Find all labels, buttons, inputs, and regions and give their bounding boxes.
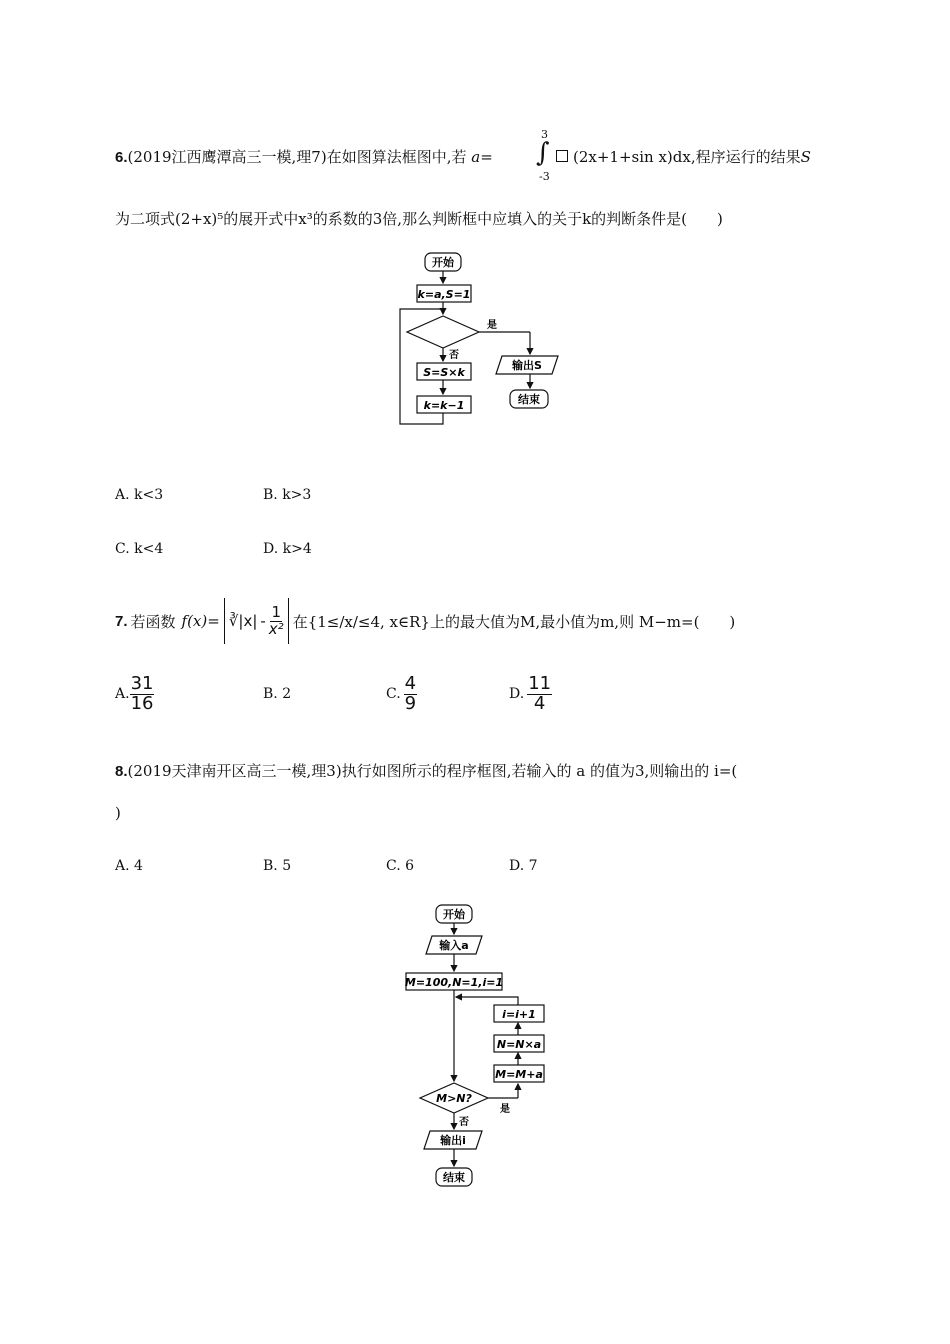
q8-fc-input: 输入a bbox=[439, 939, 469, 952]
q7-option-c-frac bbox=[404, 675, 417, 714]
q6-source: (2019江西鹰潭高三一模,理7)在如图算法框图中,若 bbox=[127, 148, 467, 166]
q7-abs-expr bbox=[224, 598, 289, 644]
q8-option-c: C. 6 bbox=[386, 858, 415, 874]
q8-option-a: A. 4 bbox=[115, 858, 143, 874]
q7-option-d-label: D. bbox=[509, 686, 525, 703]
q8-number: 8. bbox=[115, 763, 128, 780]
q7-number: 7. bbox=[115, 612, 128, 630]
q8-fc-b2: N=N×a bbox=[496, 1038, 542, 1051]
q8-fc-b3: i=i+1 bbox=[502, 1008, 536, 1021]
q6-flowchart bbox=[390, 248, 570, 430]
q8-line2: ) bbox=[115, 804, 121, 822]
q8-text: (2019天津南开区高三一模,理3)执行如图所示的程序框图,若输入的 a 的值为3,则输出的 i=( bbox=[127, 762, 738, 780]
q7-option-b: B. 2 bbox=[263, 686, 292, 702]
q7-option-d bbox=[509, 675, 552, 714]
q7-a-num: 31 bbox=[130, 673, 154, 694]
q8-option-b: B. 5 bbox=[263, 858, 292, 874]
q6-line1: 6.(2019江西鹰潭高三一模,理7)在如图算法框图中,若 a= bbox=[115, 148, 493, 166]
q7-option-a-frac bbox=[130, 675, 155, 714]
q7-text-a: 若函数 bbox=[130, 612, 176, 631]
q6-fc-output: 输出S bbox=[512, 359, 542, 372]
q7-d-num: 11 bbox=[528, 673, 552, 694]
q6-integrand bbox=[573, 146, 811, 167]
q7-option-a-label: A. bbox=[115, 686, 130, 703]
q6-fc-no: 否 bbox=[449, 350, 459, 361]
q6-fc-init: k=a,S=1 bbox=[417, 288, 471, 301]
q7-option-c-label: C. bbox=[386, 686, 401, 703]
q6-option-d: D. k>4 bbox=[263, 541, 312, 557]
q6-number: 6. bbox=[115, 149, 128, 166]
q6-fc-body1: S=S×k bbox=[423, 366, 465, 379]
q8-fc-yes: 是 bbox=[500, 1104, 510, 1115]
q8-flowchart bbox=[400, 900, 560, 1195]
q6-placeholder-box bbox=[556, 150, 568, 162]
q8-fc-end: 结束 bbox=[443, 1171, 465, 1184]
q6-integral-upper: 3 bbox=[541, 128, 548, 141]
q6-fc-body2: k=k−1 bbox=[423, 399, 465, 412]
q8-fc-init: M=100,N=1,i=1 bbox=[404, 976, 504, 989]
q7-option-a bbox=[115, 675, 154, 714]
q6-S-var: S bbox=[800, 148, 811, 166]
q8-fc-b1: M=M+a bbox=[495, 1068, 543, 1081]
q7-frac-den: x² bbox=[268, 619, 284, 638]
q6-option-a: A. k<3 bbox=[115, 487, 164, 503]
q6-option-c: C. k<4 bbox=[115, 541, 164, 557]
q7-cuberoot: ∛|x| bbox=[228, 612, 258, 630]
q7-minus: - bbox=[260, 612, 266, 630]
q8-line1 bbox=[115, 760, 737, 781]
q6-fc-end: 结束 bbox=[518, 393, 540, 406]
q7-fx: f(x)= bbox=[181, 612, 220, 630]
q8-fc-output: 输出i bbox=[440, 1134, 466, 1147]
q6-fc-yes: 是 bbox=[487, 320, 497, 331]
q8-fc-no: 否 bbox=[459, 1117, 469, 1128]
q8-fc-start: 开始 bbox=[443, 908, 465, 921]
q6-fc-start: 开始 bbox=[432, 256, 454, 269]
q6-line2: 为二项式(2+x)⁵的展开式中x³的系数的3倍,那么判断框中应填入的关于k的判断条件是( ) bbox=[115, 210, 723, 228]
q7-line bbox=[115, 598, 735, 644]
q6-integrand-text: (2x+1+sin x)dx,程序运行的结果 bbox=[573, 148, 801, 166]
q7-option-c bbox=[386, 675, 417, 714]
q7-c-num: 4 bbox=[404, 673, 417, 694]
q7-option-d-frac bbox=[527, 675, 552, 714]
q6-integral-lower: -3 bbox=[539, 170, 550, 183]
q7-d-den: 4 bbox=[533, 692, 546, 714]
q6-integral-sign: ∫ bbox=[536, 138, 550, 168]
q8-fc-cond: M>N? bbox=[436, 1092, 472, 1105]
q8-option-d: D. 7 bbox=[509, 858, 538, 874]
q7-a-den: 16 bbox=[130, 692, 154, 714]
q6-option-b: B. k>3 bbox=[263, 487, 312, 503]
q7-frac-num: 1 bbox=[271, 602, 282, 621]
q7-fraction bbox=[268, 602, 284, 638]
q7-c-den: 9 bbox=[404, 692, 417, 714]
q7-text-b: 在{1≤/x/≤4, x∈R}上的最大值为M,最小值为m,则 M−m=( ) bbox=[292, 612, 736, 631]
q6-a-var: a bbox=[471, 148, 481, 166]
